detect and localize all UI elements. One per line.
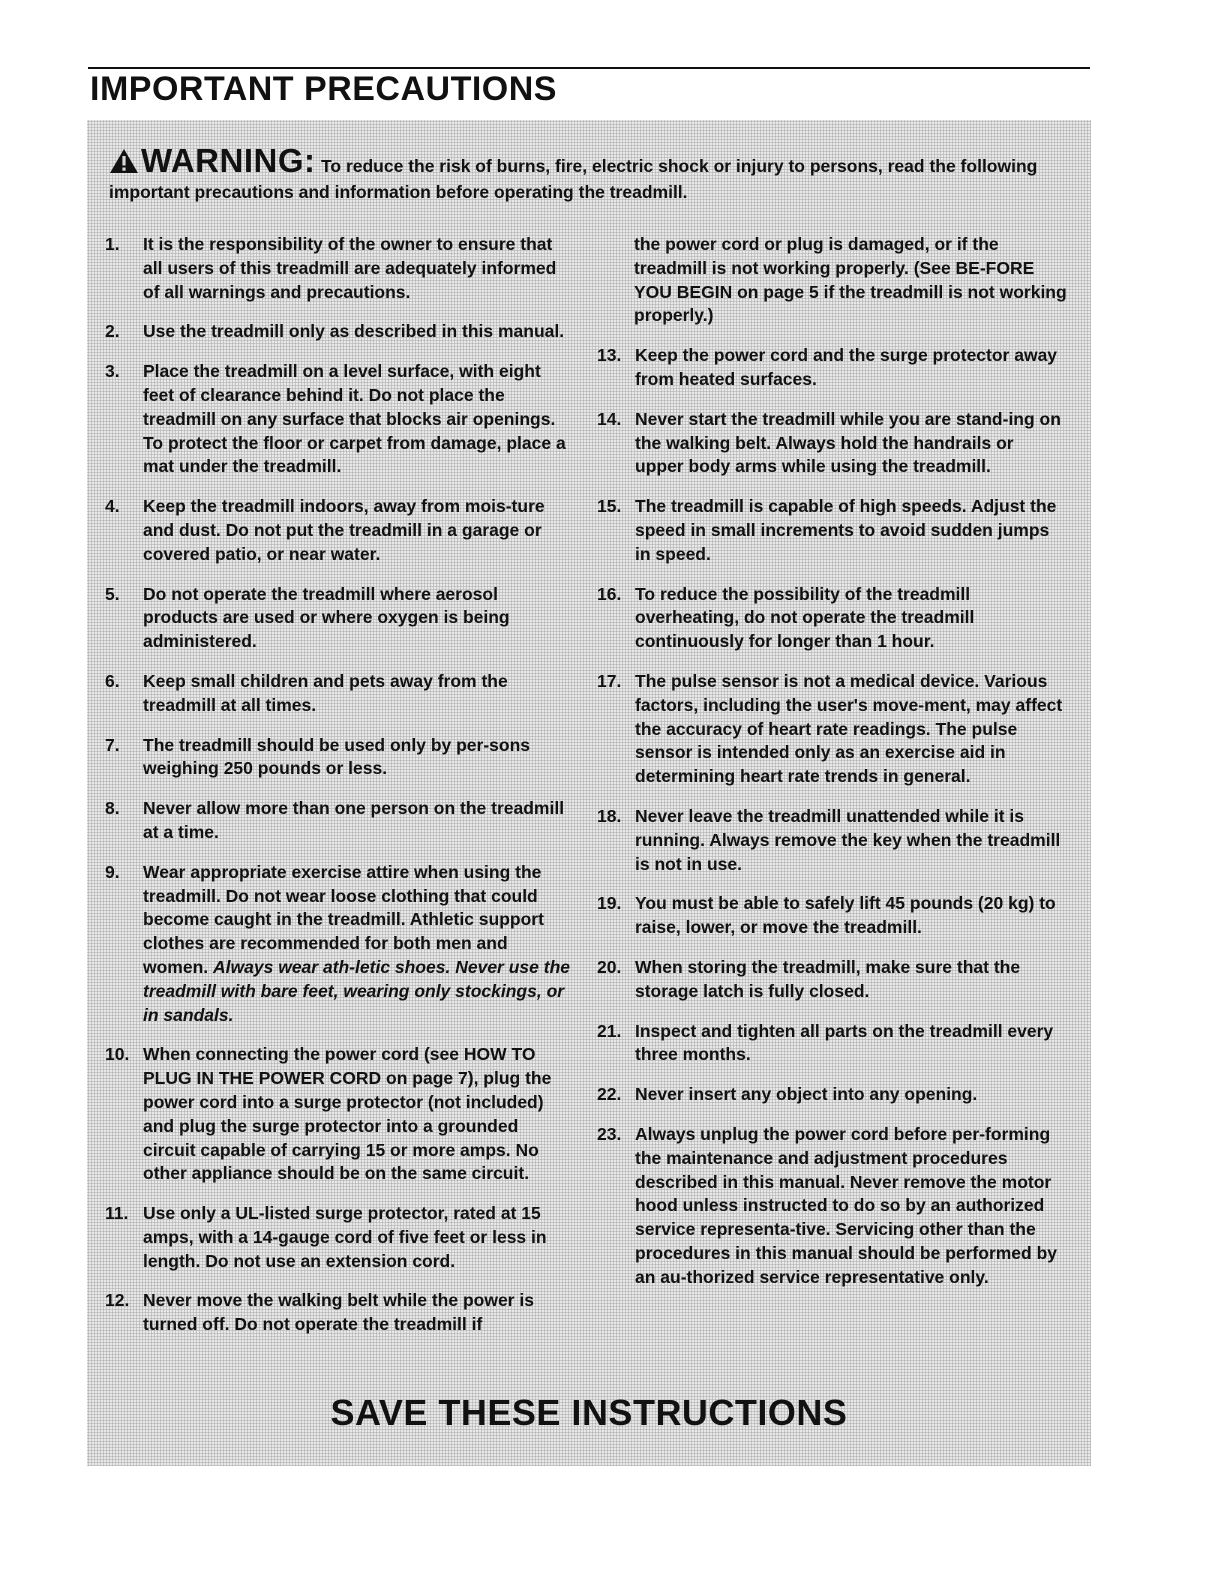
item-number: 12. — [105, 1290, 130, 1311]
list-item — [105, 1289, 575, 1337]
item-number: 19. — [597, 893, 622, 914]
list-item — [105, 1043, 575, 1186]
item-number: 1. — [105, 234, 120, 254]
item-number: 22. — [597, 1084, 622, 1105]
list-item — [105, 583, 575, 654]
item-text: Place the treadmill on a level surface, with eight feet of clearance behind it. Do not place the treadmill on any surface that blocks air openings. To protect the floor or carpet from damage, place a mat under the treadmill. — [143, 361, 566, 477]
item-number: 9. — [105, 861, 120, 882]
list-item — [105, 734, 575, 782]
warning-label: WARNING — [141, 142, 304, 179]
warning-triangle-icon — [109, 148, 139, 180]
item-text: Use only a UL-listed surge protector, rated at 15 amps, with a 14-gauge cord of five feet or less in length. Do not use an extension cord. — [143, 1203, 547, 1271]
left-column — [105, 233, 575, 1353]
item-text: The treadmill is capable of high speeds. Adjust the speed in small increments to avoid sudden jumps in speed. — [635, 496, 1057, 564]
item-text: Never move the walking belt while the power is turned off. Do not operate the treadmill if — [143, 1290, 534, 1335]
item-text-italic: Always wear ath-letic shoes. Never use the treadmill with bare feet, wearing only stockings, or in sandals. — [143, 956, 570, 1025]
item-number: 10. — [105, 1044, 130, 1065]
item-number: 4. — [105, 496, 120, 517]
item-number: 8. — [105, 798, 120, 819]
header-rule — [88, 67, 1090, 69]
item-text: It is the responsibility of the owner to ensure that all users of this treadmill are adequately informed of all warnings and precautions. — [143, 234, 557, 302]
warning-colon: : — [304, 142, 315, 179]
item-text: When connecting the power cord (see HOW TO PLUG IN THE POWER CORD on page 7), plug the power cord into a surge protector (not included) and plug the surge protector into a grounded circuit capable of carrying 15 or more amps. No other appliance should be on the same circuit. — [143, 1044, 552, 1184]
item-text: The pulse sensor is not a medical device. Various factors, including the user's move-ment, may affect the accuracy of heart rate readings. The pulse sensor is intended only as an exercise aid in determining heart rate trends in general. — [635, 670, 1063, 787]
list-item — [105, 1202, 575, 1273]
item-text: Never insert any object into any opening. — [635, 1084, 978, 1105]
item-text: Never allow more than one person on the treadmill at a time. — [143, 798, 565, 842]
list-item — [597, 495, 1067, 566]
warning-intro: To reduce the risk of burns, fire, electric shock or injury to persons, read the following important precautions and information before operating the treadmill. — [109, 156, 1038, 202]
item-text: Always unplug the power cord before per-forming the maintenance and adjustment procedures described in this manual. Never remove the motor hood unless instructed to do so by an authorized service representa-tive. Servicing other than the procedures in this manual should be performed by an au-thorized service representative only. — [635, 1123, 1058, 1287]
item-number: 11. — [105, 1203, 129, 1224]
list-item — [597, 805, 1067, 876]
list-item — [597, 583, 1067, 654]
item-text: The treadmill should be used only by per-sons weighing 250 pounds or less. — [143, 734, 531, 779]
item-number: 21. — [597, 1020, 622, 1041]
item-number: 20. — [597, 956, 622, 977]
list-item — [105, 861, 575, 1028]
item-text-block — [143, 861, 575, 1028]
list-item — [597, 344, 1067, 392]
list-item — [597, 892, 1067, 940]
list-item — [105, 233, 575, 304]
warning-panel — [87, 120, 1091, 1466]
item-text: Never leave the treadmill unattended while it is running. Always remove the key when the treadmill is not in use. — [635, 805, 1061, 874]
list-item — [597, 1083, 1067, 1107]
list-item — [105, 360, 575, 479]
item-text: Keep the power cord and the surge protector away from heated surfaces. — [635, 345, 1058, 389]
item-number: 6. — [105, 670, 120, 691]
right-column — [597, 233, 1067, 1305]
item-number: 15. — [597, 496, 622, 517]
list-item — [105, 797, 575, 845]
item-text: To reduce the possibility of the treadmill overheating, do not operate the treadmill continuously for longer than 1 hour. — [635, 583, 975, 652]
item-text: Keep the treadmill indoors, away from mois-ture and dust. Do not put the treadmill in a garage or covered patio, or near water. — [143, 496, 545, 564]
continued-item-text: the power cord or plug is damaged, or if the treadmill is not working properly. (See BE-FORE YOU BEGIN on page 5 if the treadmill is not working properly.) — [634, 234, 1067, 326]
list-item — [597, 1020, 1067, 1068]
list-item — [597, 670, 1067, 789]
save-instructions-heading: SAVE THESE INSTRUCTIONS — [330, 1392, 848, 1433]
item-text: Do not operate the treadmill where aerosol products are used or where oxygen is being administered. — [143, 583, 510, 652]
item-number: 3. — [105, 361, 120, 382]
item-text: Inspect and tighten all parts on the treadmill every three months. — [635, 1020, 1054, 1065]
page-title: IMPORTANT PRECAUTIONS — [90, 70, 557, 108]
item-text: You must be able to safely lift 45 pounds (20 kg) to raise, lower, or move the treadmill. — [635, 893, 1056, 938]
item-number: 13. — [597, 345, 622, 366]
list-item — [597, 1123, 1067, 1290]
list-item — [105, 320, 575, 344]
item-number: 5. — [105, 583, 120, 604]
list-item — [597, 956, 1067, 1004]
item-number: 18. — [597, 805, 622, 826]
list-item — [105, 670, 575, 718]
warning-header — [109, 142, 1069, 204]
item-text: Keep small children and pets away from the treadmill at all times. — [143, 670, 508, 715]
item-number: 17. — [597, 670, 622, 691]
item-number: 16. — [597, 583, 622, 604]
item-text: Use the treadmill only as described in this manual. — [143, 321, 565, 342]
item-number: 23. — [597, 1123, 622, 1144]
list-item — [597, 408, 1067, 479]
item-number: 2. — [105, 321, 120, 342]
item-number: 7. — [105, 734, 120, 755]
item-text: Never start the treadmill while you are stand-ing on the walking belt. Always hold the handrails or upper body arms while using the treadmill. — [635, 408, 1061, 477]
item-text: Wear appropriate exercise attire when using the treadmill. Do not wear loose clothing that could become caught in the treadmill. Athletic support clothes are recommended for both men and women. — [143, 861, 544, 977]
item-text: When storing the treadmill, make sure that the storage latch is fully closed. — [635, 956, 1021, 1001]
list-item — [105, 495, 575, 566]
item-number: 14. — [597, 408, 622, 429]
